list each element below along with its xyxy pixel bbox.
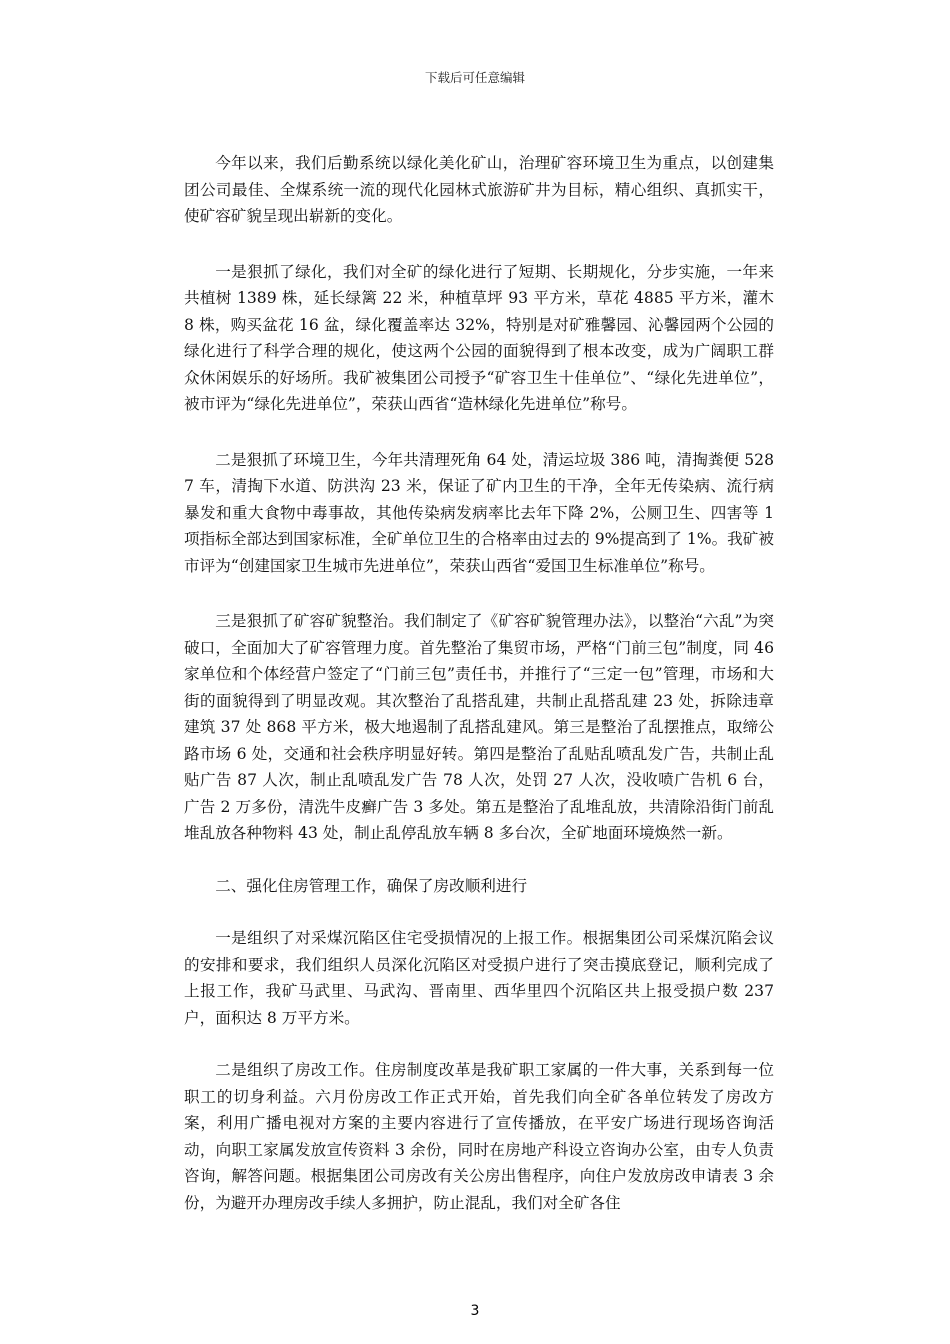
housing-reform-paragraph: 二是组织了房改工作。住房制度改革是我矿职工家属的一件大事，关系到每一位职工的切身利益。六月份房改工作正式开始，首先我们向全矿各单位转发了房改方案，利用广播电视对方案的主要内容进行了宣传播放，在平安广场进行现场咨询活动，向职工家属发放宣传资料 3 余份，同时在房地产科设立咨询办公室，由专人负责咨询，解答问题。根据集团公司房改有关公房出售程序，向住户发放房改申请表 3 余份，为避开办理房改手续人多拥护，防止混乱，我们对全矿各住 xyxy=(184,1061,774,1212)
page-header: 下载后可任意编辑 xyxy=(424,70,525,85)
appearance-paragraph: 三是狠抓了矿容矿貌整治。我们制定了《矿容矿貌管理办法》，以整治“六乱”为突破口，全面加大了矿容管理力度。首先整治了集贸市场，严格“门前三包”制度，同 46 家单位和个体经营户签定了“门前三包”责任书，并推行了“三定一包”管理，市场和大街的面貌得到了明显改观。其次整治了乱搭乱建，共制止乱搭乱建 23 处，拆除违章建筑 37 处 868 平方米，极大地遏制了乱搭乱建风。第三是整治了乱摆推点，取缔公路市场 6 处，交通和社会秩序明显好转。第四是整治了乱贴乱喷乱发广告，共制止乱贴广告 87 人次，制止乱喷乱发广告 78 人次，处罚 27 人次，没收喷广告机 6 台，广告 2 万多份，清洗牛皮癣广告 3 多处。第五是整治了乱堆乱放，共清除沿街门前乱堆乱放各种物料 43 处，制止乱停乱放车辆 8 多台次，全矿地面环境焕然一新。 xyxy=(184,612,774,842)
subsidence-paragraph: 一是组织了对采煤沉陷区住宅受损情况的上报工作。根据集团公司采煤沉陷会议的安排和要求，我们组织人员深化沉陷区对受损户进行了突击摸底登记，顺利完成了上报工作，我矿马武里、马武沟、晋南里、西华里四个沉陷区共上报受损户数 237 户，面积达 8 万平方米。 xyxy=(184,929,774,1027)
section-heading: 二、强化住房管理工作，确保了房改顺利进行 xyxy=(215,876,528,895)
sanitation-paragraph: 二是狠抓了环境卫生，今年共清理死角 64 处，清运垃圾 386 吨，清掏粪便 5287 车，清掏下水道、防洪沟 23 米，保证了矿内卫生的干净，全年无传染病、流行病暴发和重大食物中毒事故，其他传染病发病率比去年下降 2%，公厕卫生、四害等 1 项指标全部达到国家标准，全矿单位卫生的合格率由过去的 9%提高到了 1%。我矿被市评为“创建国家卫生城市先进单位”，荣获山西省“爱国卫生标准单位”称号。 xyxy=(184,450,774,575)
page-number: 3 xyxy=(470,1303,480,1319)
greening-paragraph: 一是狠抓了绿化，我们对全矿的绿化进行了短期、长期规化，分步实施，一年来共植树 1389 株，延长绿篱 22 米，种植草坪 93 平方米，草花 4885 平方米，灌木 8 株，购买盆花 16 盆，绿化覆盖率达 32%，特别是对矿雅馨园、沁馨园两个公园的绿化进行了科学合理的规化，使这两个公园的面貌得到了根本改变，成为广阔职工群众休闲娱乐的好场所。我矿被集团公司授予“矿容卫生十佳单位”、“绿化先进单位”，被市评为“绿化先进单位”，荣获山西省“造林绿化先进单位”称号。 xyxy=(184,262,774,413)
intro-paragraph: 今年以来，我们后勤系统以绿化美化矿山，治理矿容环境卫生为重点，以创建集团公司最佳、全煤系统一流的现代化园林式旅游矿井为目标，精心组织、真抓实干，使矿容矿貌呈现出崭新的变化。 xyxy=(184,154,774,225)
document-body xyxy=(184,150,774,1216)
